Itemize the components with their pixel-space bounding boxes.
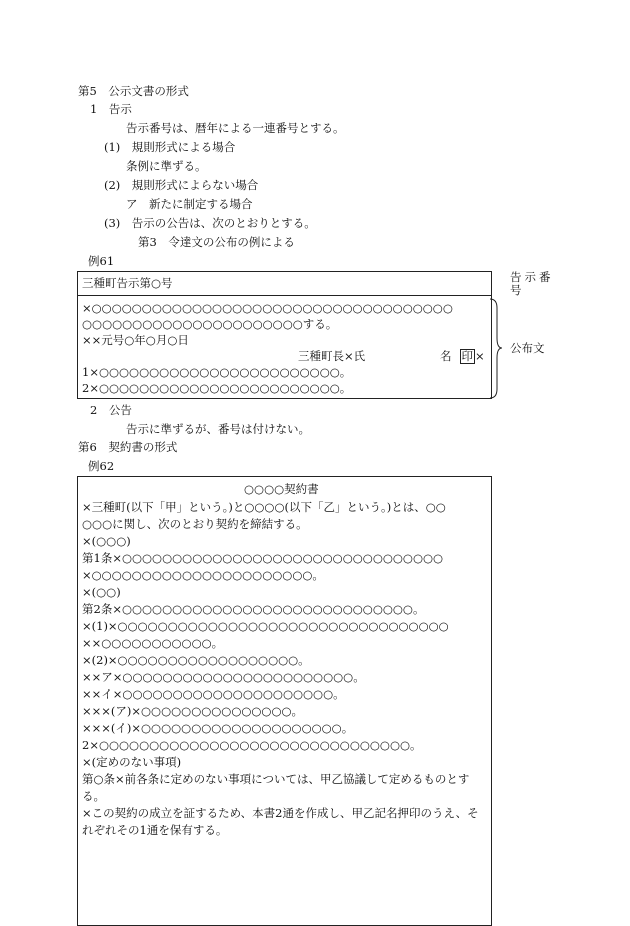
contract-line: れぞれその1通を保有する。 [82, 823, 228, 837]
contract-line: ×この契約の成立を証するため、本書2通を作成し、甲乙記名押印のうえ、そ [82, 806, 479, 820]
contract-line: ×××(ア)×○○○○○○○○○○○○○○○。 [82, 704, 304, 718]
side-label-notice-number-line2: 号 [510, 283, 522, 297]
contract-line: ○○○に関し、次のとおり契約を締結する。 [82, 517, 308, 531]
contract-line: ××○○○○○○○○○○○。 [82, 636, 224, 650]
contract-line: 第1条×○○○○○○○○○○○○○○○○○○○○○○○○○○○○○○○○ [82, 551, 444, 565]
contract-line: ××ア×○○○○○○○○○○○○○○○○○○○○○○○。 [82, 670, 365, 684]
contract-line: ×××(イ)×○○○○○○○○○○○○○○○○○○○○。 [82, 721, 354, 735]
contract-line: 第○条×前各条に定めのない事項については、甲乙協議して定めるものとす [82, 772, 470, 786]
section5-item1-heading: 1 告示 [90, 102, 132, 116]
section5-heading: 第5 公示文書の形式 [78, 84, 189, 98]
subsection2-heading: (2) 規則形式によらない場合 [104, 178, 259, 192]
contract-line: ×○○○○○○○○○○○○○○○○○○○○○○。 [82, 568, 324, 582]
notice-item-1: 1×○○○○○○○○○○○○○○○○○○○○○○○○。 [82, 365, 352, 379]
example62-box [77, 476, 492, 926]
example62-label: 例62 [88, 459, 115, 473]
side-label-promulgation: 公布文 [510, 341, 545, 355]
contract-line: ×(2)×○○○○○○○○○○○○○○○○○○。 [82, 653, 310, 667]
subsection1-body: 条例に準ずる。 [126, 159, 207, 173]
contract-line: ×(定めのない事項) [82, 755, 182, 769]
contract-line: ×(○○○) [82, 534, 131, 548]
section5-intro-text: 告示番号は、暦年による一連番号とする。 [126, 121, 345, 135]
notice-body-line-1: ×○○○○○○○○○○○○○○○○○○○○○○○○○○○○○○○○○○○○ [82, 301, 453, 315]
contract-line: 第2条×○○○○○○○○○○○○○○○○○○○○○○○○○○○○○。 [82, 602, 425, 616]
notice-number-line: 三種町告示第○号 [82, 276, 173, 290]
subsection3-body: 第3 令達文の公布の例による [138, 235, 295, 249]
notice-item-2: 2×○○○○○○○○○○○○○○○○○○○○○○○○。 [82, 381, 352, 395]
notice-body-line-2: ○○○○○○○○○○○○○○○○○○○○○○する。 [82, 317, 338, 331]
example61-divider [77, 295, 492, 296]
promulgation-brace-icon [488, 298, 504, 400]
contract-line: 2×○○○○○○○○○○○○○○○○○○○○○○○○○○○○○○○。 [82, 738, 422, 752]
contract-line: ×(○○) [82, 585, 121, 599]
subsection1-heading: (1) 規則形式による場合 [104, 140, 236, 154]
signature-block [440, 349, 485, 364]
seal-icon: 印 [461, 349, 473, 363]
name-label: 名 [440, 349, 452, 363]
subsection3-heading: (3) 告示の公告は、次のとおりとする。 [104, 216, 316, 230]
section6-heading: 第6 契約書の形式 [78, 440, 178, 454]
contract-line: ×(1)×○○○○○○○○○○○○○○○○○○○○○○○○○○○○○○○○○ [82, 619, 449, 633]
subsection2-item-a: ア 新たに制定する場合 [126, 197, 253, 211]
example61-label: 例61 [88, 254, 115, 268]
contract-line: る。 [82, 789, 105, 803]
side-label-notice-number-line1: 告示番 [510, 270, 554, 284]
notice-date: ××元号○年○月○日 [82, 333, 189, 347]
item2-body: 告示に準ずるが、番号は付けない。 [126, 422, 310, 436]
contract-line: ××イ×○○○○○○○○○○○○○○○○○○○○○。 [82, 687, 345, 701]
seal-tail: × [475, 349, 485, 363]
contract-title: ○○○○契約書 [244, 482, 319, 496]
item2-heading: 2 公告 [90, 403, 132, 417]
mayor-name: 三種町長×氏 [298, 349, 366, 363]
contract-line: ×三種町(以下「甲」という。)と○○○○(以下「乙」という。)とは、○○ [82, 500, 446, 514]
